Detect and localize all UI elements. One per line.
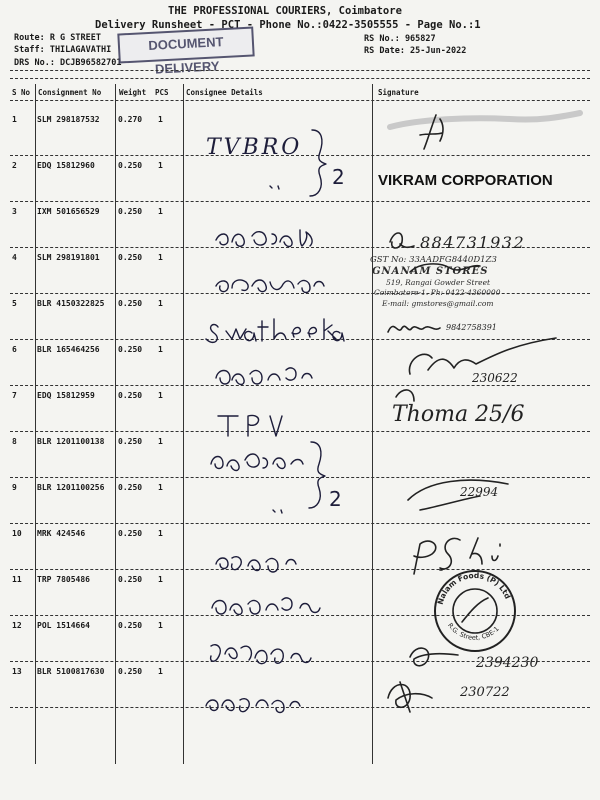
- signature-row6: [400, 340, 590, 388]
- row-pcs: 1: [158, 621, 163, 630]
- row-sno: 5: [12, 299, 17, 308]
- handwritten-consignee-row11: [206, 590, 346, 620]
- row-weight: 0.250: [118, 529, 143, 538]
- rule-header-top: [10, 78, 590, 79]
- svg-text:Nalam Foods (P) Ltd: Nalam Foods (P) Ltd: [435, 570, 513, 606]
- svg-text:GNANAM STORES: GNANAM STORES: [372, 266, 489, 277]
- handwritten-consignee-row13: [200, 690, 340, 718]
- handwritten-consignee-row8: [205, 440, 365, 520]
- row-weight: 0.250: [118, 667, 143, 676]
- signature-row13: [380, 668, 570, 718]
- signature-row1: [380, 105, 590, 155]
- col-header-consignment: Consignment No: [38, 88, 102, 97]
- col-divider: [183, 84, 184, 764]
- row-weight: 0.250: [118, 575, 143, 584]
- row-sno: 3: [12, 207, 17, 216]
- handwritten-consignee-tvbro: [200, 120, 370, 200]
- gnanam-stores-stamp: [370, 250, 592, 310]
- col-header-pcs: PCS: [155, 88, 169, 97]
- row-pcs: 1: [158, 529, 163, 538]
- row-pcs: 1: [158, 483, 163, 492]
- row-sno: 9: [12, 483, 17, 492]
- handwritten-consignee-row4: [210, 270, 350, 300]
- company-title: THE PROFESSIONAL COURIERS, Coimbatore: [168, 5, 402, 17]
- drs-number: DRS No.: DCJB96582701: [14, 58, 122, 68]
- row-consignment: SLM 298187532: [37, 115, 100, 124]
- rule-top: [10, 70, 590, 71]
- svg-text:E-mail: gmstores@gmail.com: E-mail: gmstores@gmail.com: [382, 299, 494, 308]
- col-divider: [115, 84, 116, 764]
- row-sno: 1: [12, 115, 17, 124]
- row-pcs: 1: [158, 115, 163, 124]
- row-weight: 0.270: [118, 115, 143, 124]
- rule-header-bottom: [10, 100, 590, 101]
- rs-date: RS Date: 25-Jun-2022: [364, 46, 467, 56]
- col-header-weight: Weight: [119, 88, 147, 97]
- row-consignment: BLR 1201100256: [37, 483, 105, 492]
- row-weight: 0.250: [118, 621, 143, 630]
- svg-text:R.G. Street, CBE-1: R.G. Street, CBE-1: [446, 621, 501, 642]
- handwritten-consignee-row12: [205, 640, 345, 670]
- row-sno: 10: [12, 529, 22, 538]
- row-weight: 0.250: [118, 299, 143, 308]
- handwritten-consignee-row3: [210, 222, 350, 252]
- row-consignment: EDQ 15812960: [37, 161, 95, 170]
- row-sno: 7: [12, 391, 17, 400]
- runsheet-title: Delivery Runsheet - PCT - Phone No.:0422-3505555 - Page No.:1: [95, 19, 481, 31]
- row-consignment: SLM 298191801: [37, 253, 100, 262]
- row-weight: 0.250: [118, 391, 143, 400]
- row-pcs: 1: [158, 299, 163, 308]
- svg-text:2394230: 2394230: [476, 655, 539, 671]
- svg-text:Thoma 25/6: Thoma 25/6: [392, 402, 525, 427]
- svg-text:9842758391: 9842758391: [446, 323, 497, 332]
- row-sno: 6: [12, 345, 17, 354]
- row-consignment: IXM 501656529: [37, 207, 100, 216]
- svg-text:519, Rangai Gowder Street: 519, Rangai Gowder Street: [386, 278, 491, 287]
- document-delivery-stamp: DOCUMENT DELIVERY: [117, 26, 254, 63]
- svg-text:GST No: 33AADFG8440D1Z3: GST No: 33AADFG8440D1Z3: [370, 255, 497, 265]
- row-pcs: 1: [158, 437, 163, 446]
- svg-text:22994: 22994: [460, 485, 499, 499]
- col-divider: [35, 84, 36, 764]
- signature-row9: [400, 470, 580, 520]
- row-rule: [10, 201, 590, 202]
- staff-label: Staff: THILAGAVATHI: [14, 45, 112, 55]
- row-pcs: 1: [158, 391, 163, 400]
- row-consignment: POL 1514664: [37, 621, 90, 630]
- row-pcs: 1: [158, 207, 163, 216]
- svg-text:Coimbatore-1. Ph: 0422-4360000: Coimbatore-1. Ph: 0422-4360000: [374, 288, 501, 297]
- row-sno: 13: [12, 667, 22, 676]
- handwritten-consignee-row6: [210, 360, 340, 390]
- handwritten-consignee-row7: [212, 410, 312, 440]
- svg-text:2: 2: [329, 487, 342, 511]
- row-consignment: EDQ 15812959: [37, 391, 95, 400]
- row-pcs: 1: [158, 161, 163, 170]
- col-header-sno: S No: [12, 88, 31, 97]
- row-weight: 0.250: [118, 437, 143, 446]
- row-pcs: 1: [158, 345, 163, 354]
- rs-number: RS No.: 965827: [364, 34, 436, 44]
- route-label: Route: R G STREET: [14, 33, 101, 43]
- row-pcs: 1: [158, 253, 163, 262]
- row-rule: [10, 523, 590, 524]
- signature-row7: [390, 385, 560, 433]
- row-weight: 0.250: [118, 253, 143, 262]
- row-weight: 0.250: [118, 161, 143, 170]
- row-weight: 0.250: [118, 207, 143, 216]
- row-consignment: MRK 424546: [37, 529, 86, 538]
- row-weight: 0.250: [118, 345, 143, 354]
- row-sno: 8: [12, 437, 17, 446]
- svg-text:2: 2: [332, 165, 345, 189]
- col-header-signature: Signature: [378, 88, 419, 97]
- svg-text:TVBRO: TVBRO: [206, 135, 303, 160]
- vikram-corporation-stamp: VIKRAM CORPORATION: [378, 172, 553, 189]
- row-sno: 2: [12, 161, 17, 170]
- col-header-consignee: Consignee Details: [186, 88, 263, 97]
- row-consignment: BLR 1201100138: [37, 437, 105, 446]
- row-consignment: BLR 5100817630: [37, 667, 105, 676]
- row-weight: 0.250: [118, 483, 143, 492]
- row-consignment: BLR 4150322825: [37, 299, 105, 308]
- row-pcs: 1: [158, 667, 163, 676]
- svg-text:884731932: 884731932: [420, 233, 526, 252]
- row-consignment: TRP 7805486: [37, 575, 90, 584]
- row-sno: 11: [12, 575, 22, 584]
- row-consignment: BLR 165464256: [37, 345, 100, 354]
- svg-text:230722: 230722: [460, 685, 510, 700]
- row-sno: 4: [12, 253, 17, 262]
- svg-text:230622: 230622: [472, 371, 518, 385]
- row-pcs: 1: [158, 575, 163, 584]
- handwritten-consignee-row5: [212, 315, 362, 345]
- handwritten-consignee-row10: [210, 548, 340, 576]
- row-sno: 12: [12, 621, 22, 630]
- col-divider: [372, 84, 373, 764]
